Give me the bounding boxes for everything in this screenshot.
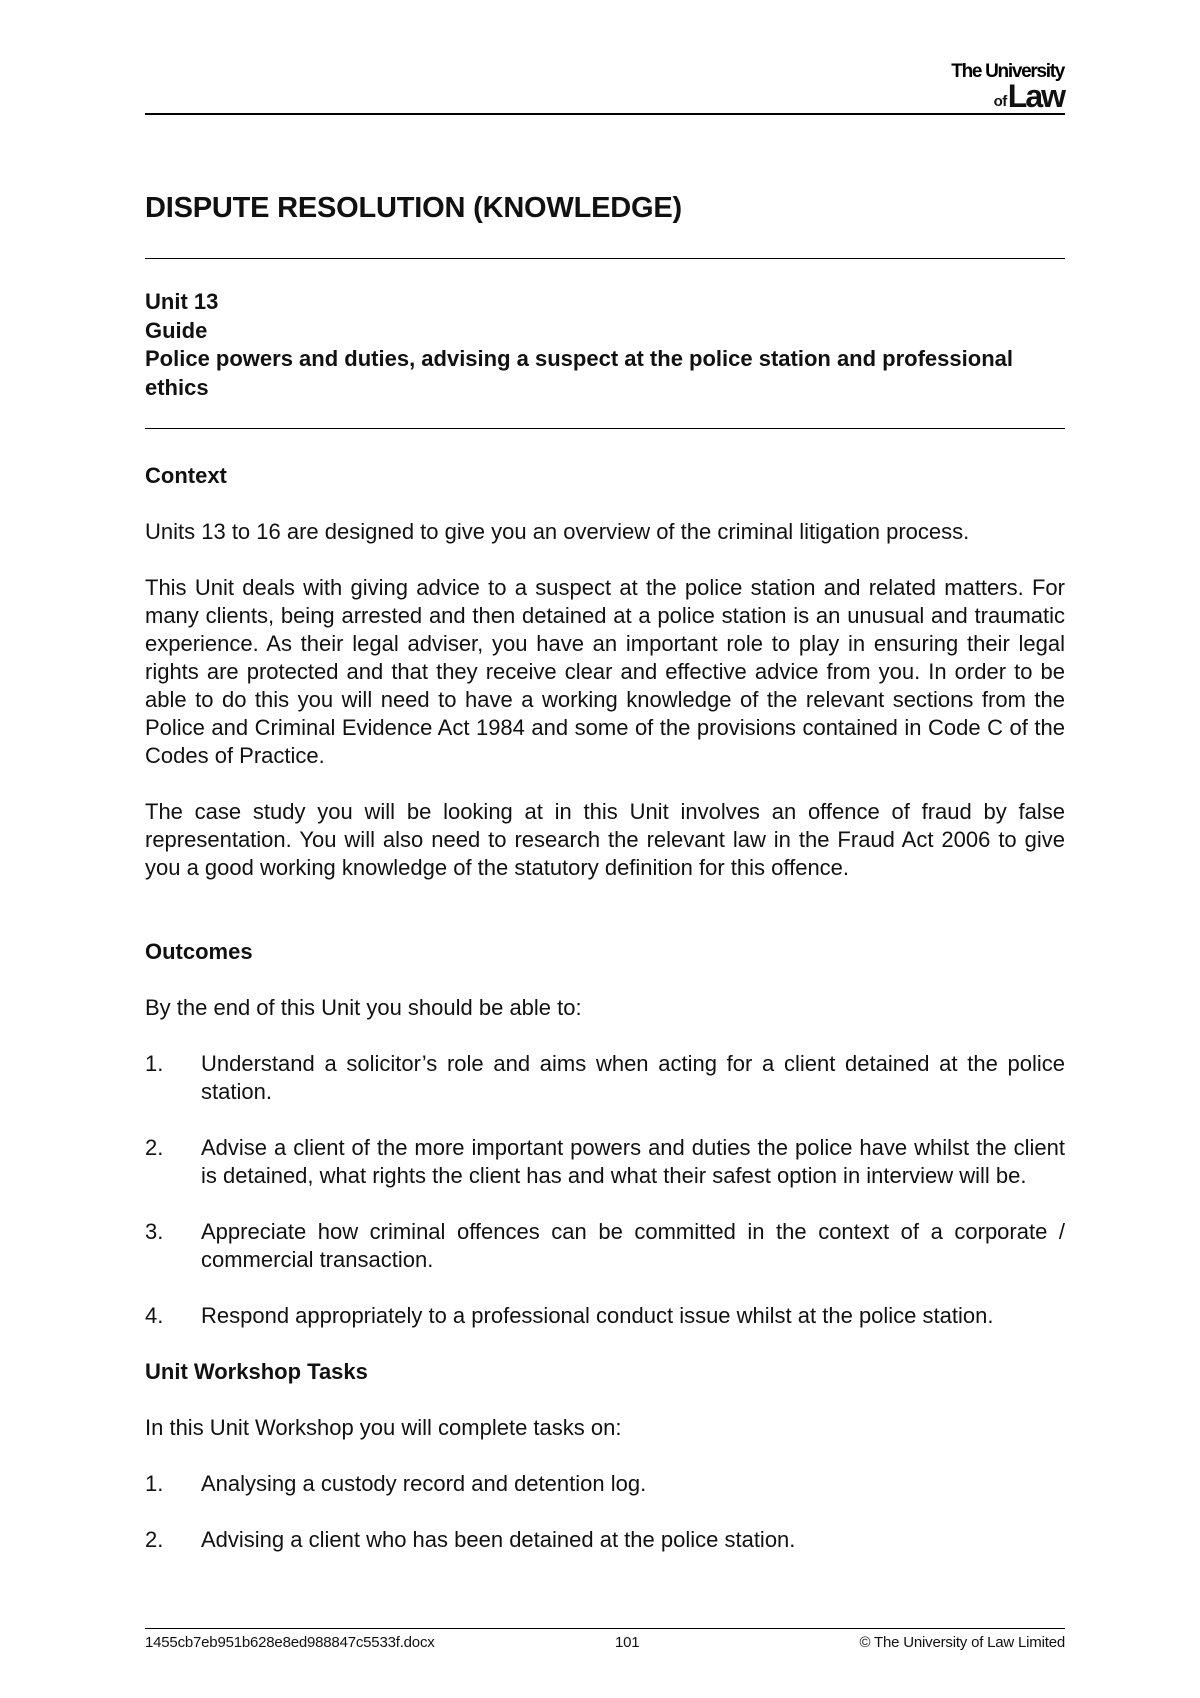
workshop-intro: In this Unit Workshop you will complete tasks on:	[145, 1415, 622, 1440]
context-heading: Context	[145, 463, 227, 488]
outcome-item	[145, 1050, 1065, 1106]
footer-page-number: 101	[615, 1634, 640, 1651]
outcome-item	[145, 1302, 1065, 1330]
workshop-number: 2.	[145, 1527, 164, 1552]
context-paragraph: The case study you will be looking at in this Unit involves an offence of fraud by false representation. You will also need to research the relevant law in the Fraud Act 2006 to give you a good working knowledge of the statutory definition for this offence.	[145, 799, 1065, 880]
university-of-law-logo	[951, 62, 1064, 112]
logo-line-university: The University	[951, 61, 1064, 82]
logo-of: of	[993, 93, 1007, 110]
footer-copyright: © The University of Law Limited	[859, 1634, 1065, 1651]
outcome-text: Appreciate how criminal offences can be committed in the context of a corporate / commercial transaction.	[201, 1219, 1065, 1272]
outcomes-intro: By the end of this Unit you should be able to:	[145, 995, 582, 1020]
outcomes-heading: Outcomes	[145, 939, 253, 964]
workshop-text: Advising a client who has been detained at the police station.	[201, 1527, 796, 1552]
outcome-text: Respond appropriately to a professional conduct issue whilst at the police station.	[201, 1303, 994, 1328]
outcome-text: Understand a solicitor’s role and aims when acting for a client detained at the police station.	[201, 1051, 1065, 1104]
unit-block	[145, 288, 1065, 402]
logo-law: Law	[1007, 78, 1064, 114]
unit-number: Unit 13	[145, 289, 219, 314]
outcome-item	[145, 1134, 1065, 1190]
outcome-number: 3.	[145, 1219, 164, 1244]
workshop-item	[145, 1470, 1065, 1498]
outcome-number: 1.	[145, 1051, 164, 1076]
header-rule	[145, 113, 1065, 115]
logo-line-law	[951, 80, 1064, 112]
unit-rule	[145, 428, 1065, 429]
title-rule	[145, 258, 1065, 259]
section-gap	[145, 910, 1065, 938]
outcome-text: Advise a client of the more important powers and duties the police have whilst the client is detained, what rights the client has and what their safest option in interview will be.	[201, 1135, 1065, 1188]
workshop-list	[145, 1470, 1065, 1554]
context-paragraph: Units 13 to 16 are designed to give you an overview of the criminal litigation process.	[145, 519, 970, 544]
unit-subtitle: Police powers and duties, advising a suspect at the police station and professional ethics	[145, 346, 1013, 400]
workshop-number: 1.	[145, 1471, 164, 1496]
context-paragraph: This Unit deals with giving advice to a suspect at the police station and related matters. For many clients, being arrested and then detained at a police station is an unusual and traumatic experience. As their legal adviser, you have an important role to play in ensuring their legal rights are protected and that they receive clear and effective advice from you. In order to be able to do this you will need to have a working knowledge of the relevant sections from the Police and Criminal Evidence Act 1984 and some of the provisions contained in Code C of the Codes of Practice.	[145, 575, 1065, 768]
outcome-number: 2.	[145, 1135, 164, 1160]
workshop-item	[145, 1526, 1065, 1554]
workshop-text: Analysing a custody record and detention log.	[201, 1471, 647, 1496]
outcomes-list	[145, 1050, 1065, 1330]
workshop-heading: Unit Workshop Tasks	[145, 1359, 368, 1384]
footer-rule	[145, 1628, 1065, 1629]
outcome-item	[145, 1218, 1065, 1274]
document-title: DISPUTE RESOLUTION (KNOWLEDGE)	[145, 192, 682, 224]
document-body	[145, 462, 1065, 1582]
outcome-number: 4.	[145, 1303, 164, 1328]
footer-filename: 1455cb7eb951b628e8ed988847c5533f.docx	[145, 1634, 435, 1651]
unit-type: Guide	[145, 317, 208, 343]
